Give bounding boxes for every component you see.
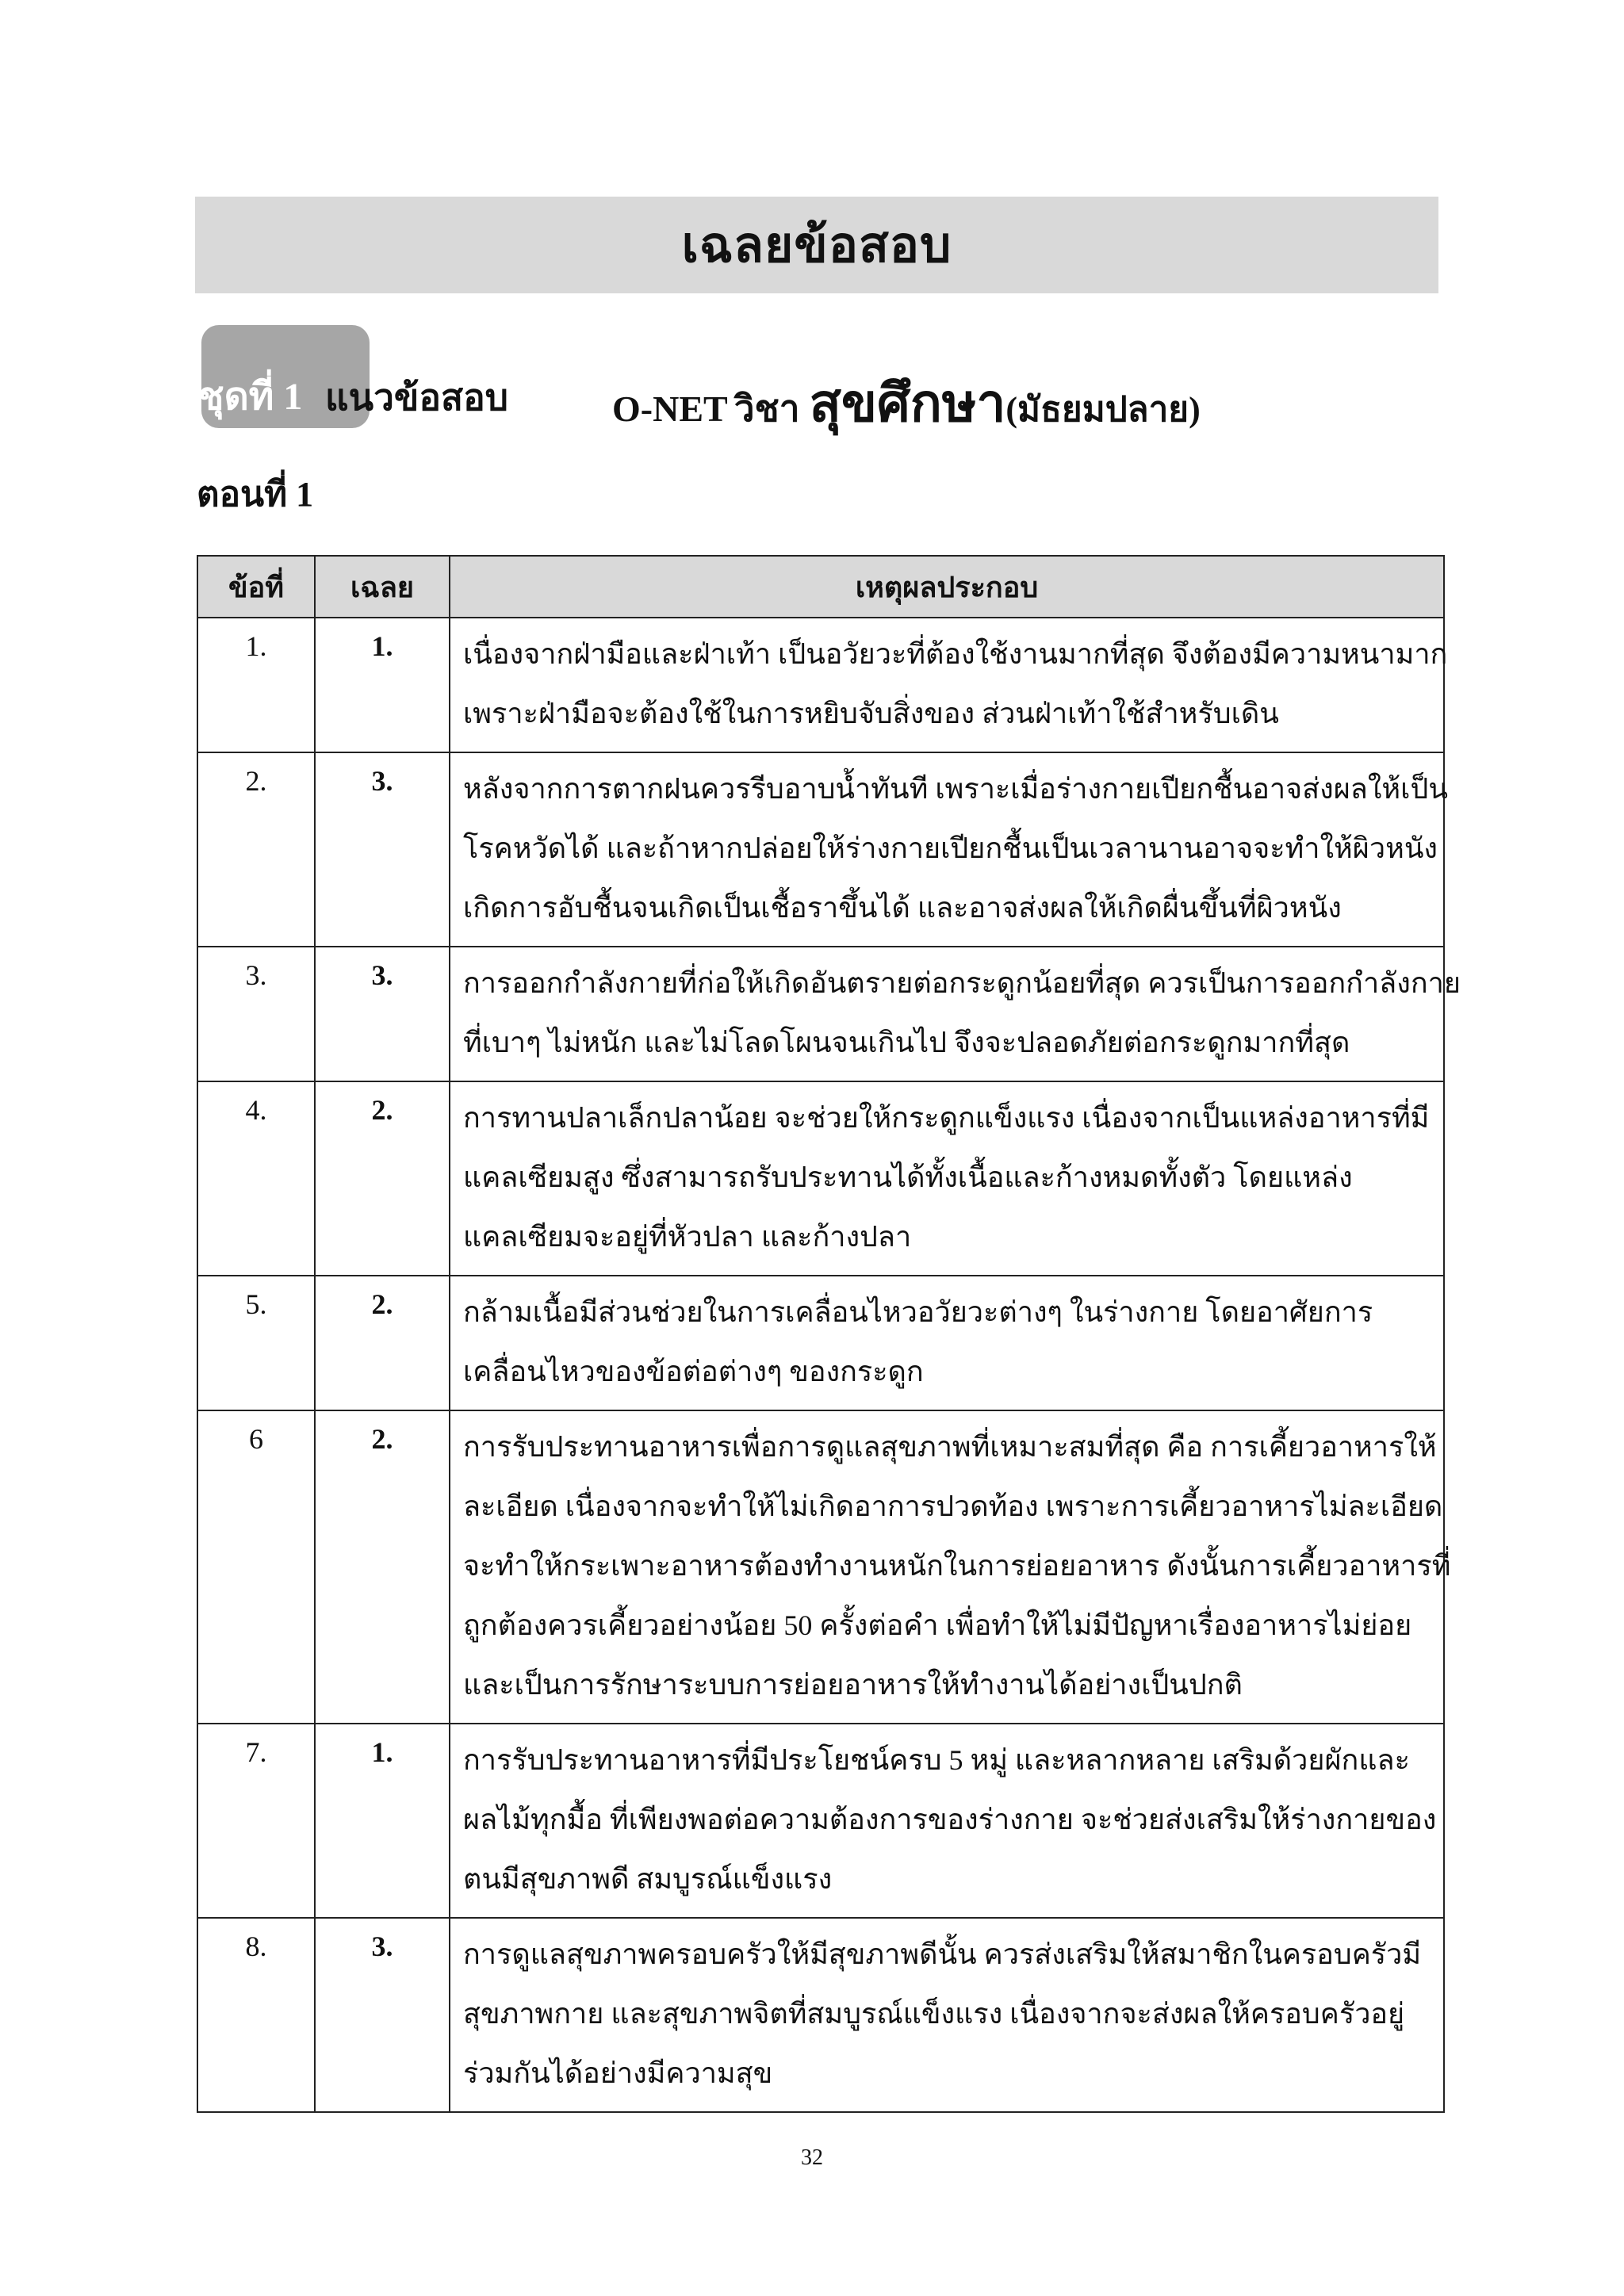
answer-choice: 1. — [315, 618, 450, 752]
page-number: 32 — [801, 2145, 823, 2170]
set-label: ชุดที่ 1 — [198, 376, 303, 418]
reason-cell — [450, 1410, 1451, 1724]
reason-line: การรับประทานอาหารเพื่อการดูแลสุขภาพที่เหมาะสมที่สุด คือ การเคี้ยวอาหารให้ — [463, 1431, 1437, 1463]
table-row — [197, 1276, 1444, 1410]
reason-line: เคลื่อนไหวของข้อต่อต่างๆ ของกระดูก — [463, 1356, 924, 1387]
question-number: 8. — [197, 1918, 315, 2112]
answer-rows — [197, 618, 1461, 2112]
reason-line: กล้ามเนื้อมีส่วนช่วยในการเคลื่อนไหวอวัยวะต่างๆ ในร่างกาย โดยอาศัยการ — [463, 1296, 1373, 1328]
reason-line: เกิดการอับชื้นจนเกิดเป็นเชื้อราขึ้นได้ และอาจส่งผลให้เกิดผื่นขึ้นที่ผิวหนัง — [463, 892, 1342, 924]
reason-line: ถูกต้องควรเคี้ยวอย่างน้อย 50 ครั้งต่อคำ เพื่อทำให้ไม่มีปัญหาเรื่องอาหารไม่ย่อย — [463, 1609, 1412, 1641]
table-header-row — [197, 556, 1444, 618]
reason-cell — [450, 752, 1448, 947]
question-number: 2. — [197, 752, 315, 947]
table-row — [197, 618, 1444, 752]
reason-line: การทานปลาเล็กปลาน้อย จะช่วยให้กระดูกแข็งแรง เนื่องจากเป็นแหล่งอาหารที่มี — [463, 1102, 1430, 1134]
table-row — [197, 1081, 1444, 1276]
reason-line: โรคหวัดได้ และถ้าหากปล่อยให้ร่างกายเปียกชื้นเป็นเวลานานอาจจะทำให้ผิวหนัง — [463, 832, 1438, 864]
page-title: เฉลยข้อสอบ — [681, 219, 952, 273]
table-row — [197, 752, 1444, 947]
table-row — [197, 1410, 1444, 1724]
subject-name: สุขศึกษา — [809, 375, 1006, 433]
reason-line: การออกกำลังกายที่ก่อให้เกิดอันตรายต่อกระดูกน้อยที่สุด ควรเป็นการออกกำลังกาย — [463, 967, 1461, 999]
answer-choice: 2. — [315, 1081, 450, 1276]
answer-choice: 1. — [315, 1724, 450, 1918]
reason-line: แคลเซียมสูง ซึ่งสามารถรับประทานได้ทั้งเนื้อและก้างหมดทั้งตัว โดยแหล่ง — [463, 1161, 1353, 1193]
reason-line: การรับประทานอาหารที่มีประโยชน์ครบ 5 หมู่ และหลากหลาย เสริมด้วยผักและ — [463, 1744, 1410, 1776]
answer-choice: 3. — [315, 1918, 450, 2112]
question-number: 5. — [197, 1276, 315, 1410]
reason-line: เพราะฝ่ามือจะต้องใช้ในการหยิบจับสิ่งของ ส่วนฝ่าเท้าใช้สำหรับเดิน — [463, 698, 1279, 729]
reason-cell — [450, 1081, 1444, 1276]
answer-choice: 2. — [315, 1410, 450, 1724]
reason-cell — [450, 1724, 1444, 1918]
question-number: 6 — [197, 1410, 315, 1724]
table-row — [197, 947, 1444, 1081]
question-number: 4. — [197, 1081, 315, 1276]
reason-line: และเป็นการรักษาระบบการย่อยอาหารให้ทำงานได้อย่างเป็นปกติ — [463, 1669, 1243, 1701]
answer-key-banner — [195, 197, 1438, 293]
reason-line: สุขภาพกาย และสุขภาพจิตที่สมบูรณ์แข็งแรง เนื่องจากจะส่งผลให้ครอบครัวอยู่ — [463, 1998, 1405, 2030]
reason-cell — [450, 1276, 1444, 1410]
exam-code: O-NET — [612, 388, 728, 429]
exam-type-label: แนวข้อสอบ — [325, 377, 508, 418]
reason-line: ที่เบาๆ ไม่หนัก และไม่โลดโผนจนเกินไป จึงจะปลอดภัยต่อกระดูกมากที่สุด — [463, 1027, 1350, 1058]
question-number: 3. — [197, 947, 315, 1081]
reason-line: ละเอียด เนื่องจากจะทำให้ไม่เกิดอาการปวดท้อง เพราะการเคี้ยวอาหารไม่ละเอียด — [463, 1490, 1443, 1522]
reason-line: ตนมีสุขภาพดี สมบูรณ์แข็งแรง — [463, 1863, 833, 1895]
reason-cell — [450, 1918, 1444, 2112]
reason-line: จะทำให้กระเพาะอาหารต้องทำงานหนักในการย่อยอาหาร ดังนั้นการเคี้ยวอาหารที่ — [463, 1550, 1451, 1582]
answer-choice: 3. — [315, 947, 450, 1081]
table-row — [197, 1724, 1444, 1918]
question-number: 1. — [197, 618, 315, 752]
section-label: ตอนที่ 1 — [197, 475, 314, 514]
question-number: 7. — [197, 1724, 315, 1918]
reason-line: เนื่องจากฝ่ามือและฝ่าเท้า เป็นอวัยวะที่ต้องใช้งานมากที่สุด จึงต้องมีความหนามาก — [463, 638, 1448, 670]
reason-cell — [450, 947, 1461, 1081]
reason-cell — [450, 618, 1448, 752]
answer-table — [197, 555, 1461, 2113]
answer-choice: 3. — [315, 752, 450, 947]
subject-word: วิชา — [733, 388, 800, 429]
reason-line: ร่วมกันได้อย่างมีความสุข — [463, 2057, 773, 2089]
answer-choice: 2. — [315, 1276, 450, 1410]
level-label: (มัธยมปลาย) — [1005, 390, 1201, 429]
reason-line: ผลไม้ทุกมื้อ ที่เพียงพอต่อความต้องการของร่างกาย จะช่วยส่งเสริมให้ร่างกายของ — [463, 1804, 1437, 1835]
reason-line: หลังจากการตากฝนควรรีบอาบน้ำทันที เพราะเมื่อร่างกายเปียกชื้นอาจส่งผลให้เป็น — [463, 773, 1448, 805]
exam-name — [612, 362, 1201, 445]
reason-line: การดูแลสุขภาพครอบครัวให้มีสุขภาพดีนั้น ควรส่งเสริมให้สมาชิกในครอบครัวมี — [463, 1938, 1422, 1970]
table-row — [197, 1918, 1444, 2112]
header-question-no: ข้อที่ — [197, 556, 315, 618]
header-reason: เหตุผลประกอบ — [450, 556, 1444, 618]
header-answer: เฉลย — [315, 556, 450, 618]
reason-line: แคลเซียมจะอยู่ที่หัวปลา และก้างปลา — [463, 1221, 912, 1253]
subject-line — [198, 325, 1435, 433]
